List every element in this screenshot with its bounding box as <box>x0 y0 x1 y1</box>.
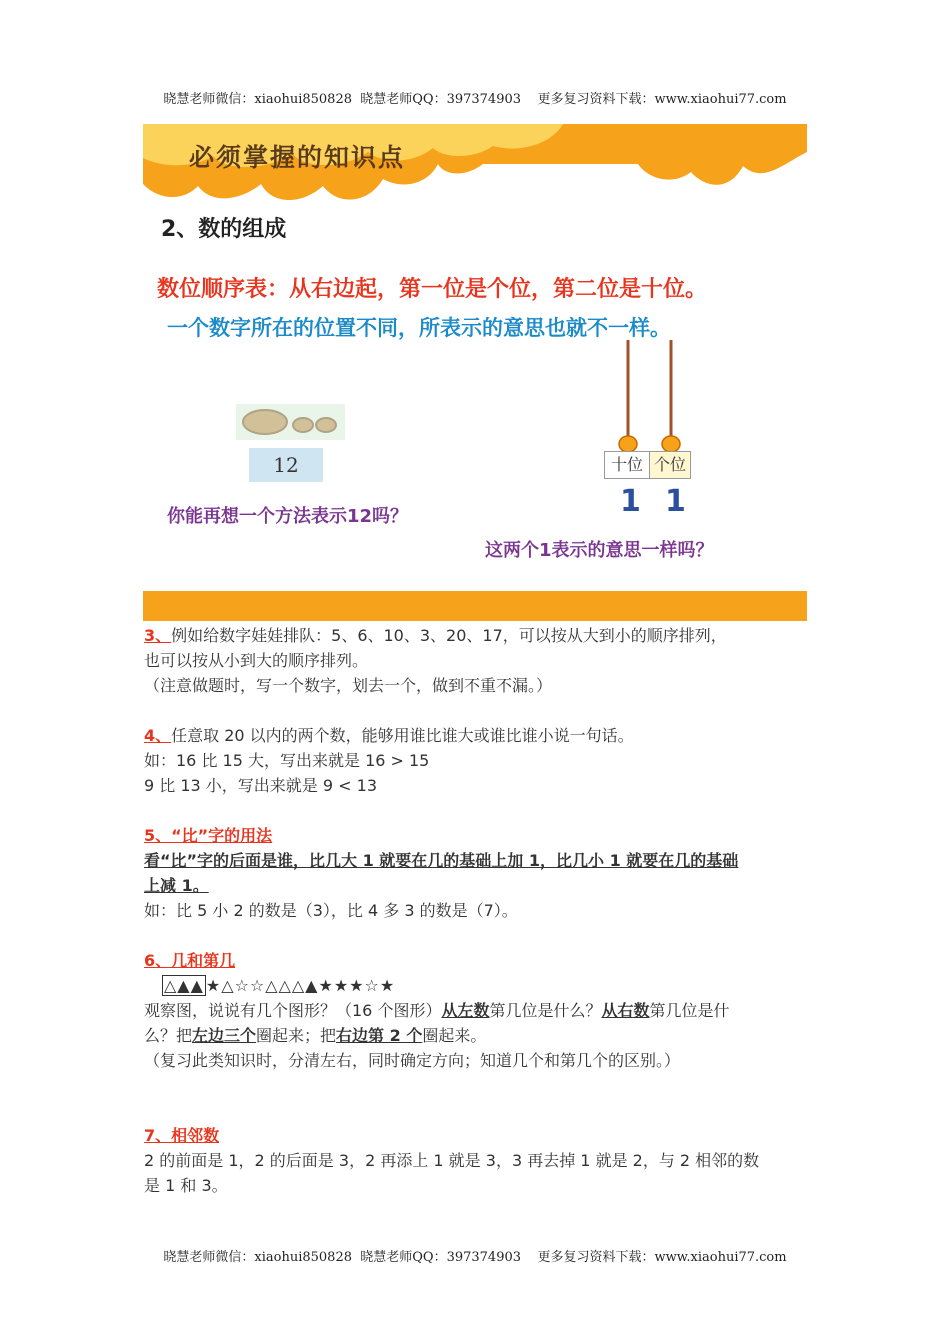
abacus-bead-ones <box>662 436 680 452</box>
s3-note: （注意做题时，写一个数字，划去一个，做到不重不漏。） <box>144 676 553 695</box>
tens-place-label: 十位 <box>604 451 650 479</box>
number-box: 12 <box>249 448 323 482</box>
page-header: 晓慧老师微信：xiaohui850828 晓慧老师QQ：397374903 更多复习资料下载：www.xiaohui77.com <box>163 92 787 107</box>
s5-heading: 5、“比”字的用法 <box>144 826 273 845</box>
s4-example1: 如：16 比 15 大，写出来就是 16 > 15 <box>144 751 430 770</box>
s5-rule-line2: 上减 1。 <box>144 876 209 895</box>
document-body <box>144 623 810 1198</box>
remaining-shapes: ★△☆☆△△△▲★★★☆★ <box>205 976 396 995</box>
s6-line2: 么？把左边三个圈起来；把右边第 2 个圈起来。 <box>144 1026 487 1045</box>
s5-example: 如：比 5 小 2 的数是（3），比 4 多 3 的数是（7）。 <box>144 901 518 920</box>
s7-line1: 2 的前面是 1，2 的后面是 3，2 再添上 1 就是 3，3 再去掉 1 就是 2，与 2 相邻的数 <box>144 1151 760 1170</box>
place-value-rule: 数位顺序表：从右边起，第一位是个位，第二位是十位。 <box>157 277 708 302</box>
s3-number: 3、 <box>144 626 172 645</box>
ones-digit: 1 <box>665 484 686 519</box>
s4-number: 4、 <box>144 726 172 745</box>
s6-line1: 观察图，说说有几个图形？（16 个图形）从左数第几位是什么？从右数第几位是什 <box>144 1001 730 1020</box>
s3-line1: 3、例如给数字娃娃排队：5、6、10、3、20、17，可以按从大到小的顺序排列， <box>144 626 727 645</box>
section-heading: 2、数的组成 <box>161 217 287 242</box>
question-right: 这两个1表示的意思一样吗？ <box>485 540 714 561</box>
shape-sequence <box>144 973 810 998</box>
tens-digit: 1 <box>620 484 641 519</box>
ones-place-label: 个位 <box>649 451 691 479</box>
question-left: 你能再想一个方法表示12吗？ <box>167 506 409 527</box>
s4-example2: 9 比 13 小，写出来就是 9 < 13 <box>144 776 378 795</box>
position-meaning-rule: 一个数字所在的位置不同，所表示的意思也就不一样。 <box>167 316 671 340</box>
abacus-bead-tens <box>619 436 637 452</box>
illustration-panel <box>143 124 807 621</box>
s7-line2: 是 1 和 3。 <box>144 1176 228 1195</box>
boxed-shapes: △▲▲ <box>164 976 204 995</box>
panel-title: 必须掌握的知识点 <box>189 143 406 172</box>
s3-line2: 也可以按从小到大的顺序排列。 <box>144 651 369 670</box>
s7-heading: 7、相邻数 <box>144 1126 220 1145</box>
s4-line1: 4、任意取 20 以内的两个数，能够用谁比谁大或谁比谁小说一句话。 <box>144 726 634 745</box>
s6-heading: 6、几和第几 <box>144 951 236 970</box>
s5-rule-line1: 看“比”字的后面是谁，比几大 1 就要在几的基础上加 1，比几小 1 就要在几的基础 <box>144 851 739 870</box>
page-footer: 晓慧老师微信：xiaohui850828 晓慧老师QQ：397374903 更多复习资料下载：www.xiaohui77.com <box>163 1250 787 1265</box>
s6-note: （复习此类知识时，分清左右，同时确定方向；知道几个和第几个的区别。） <box>144 1051 681 1070</box>
orange-bar <box>143 591 807 621</box>
